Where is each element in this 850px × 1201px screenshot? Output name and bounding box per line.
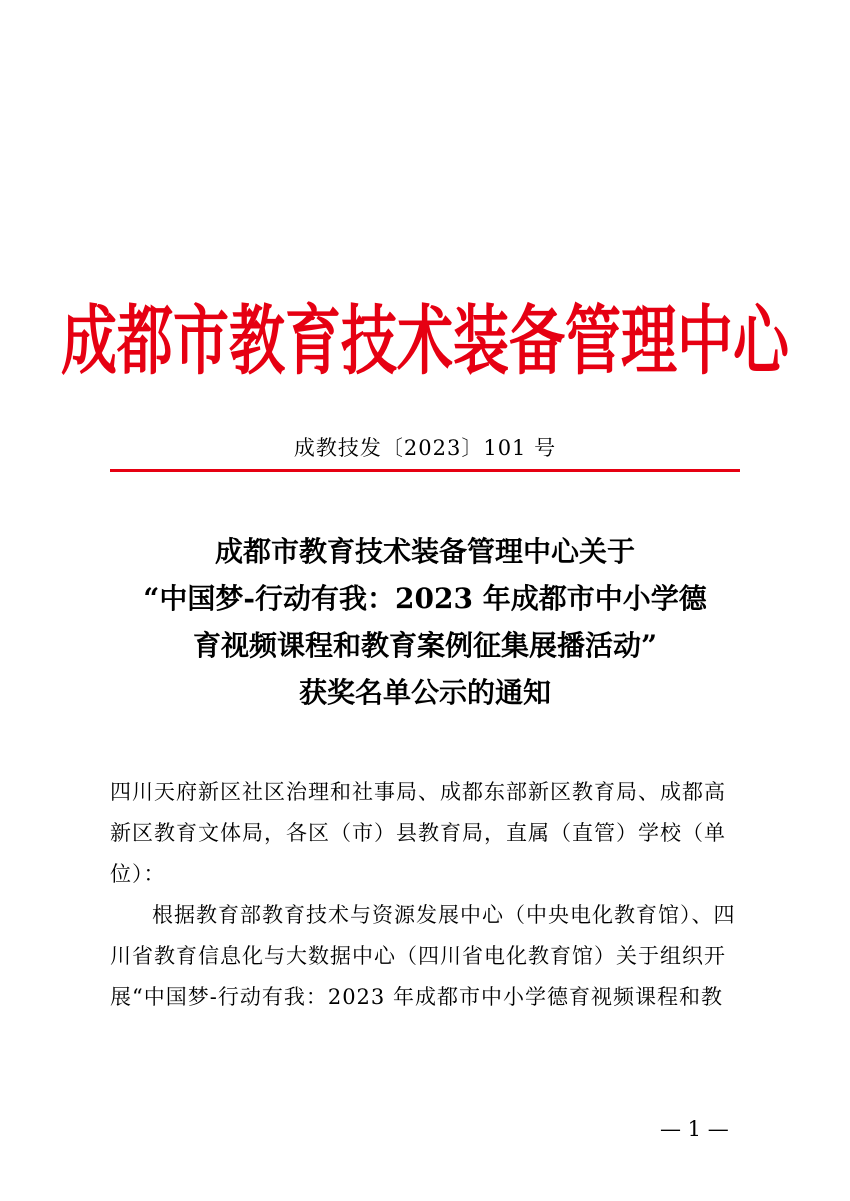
addressee-line: 位）： — [110, 862, 166, 886]
issuing-organization-header: 成都市教育技术装备管理中心 — [61, 296, 789, 386]
paragraph-line: 展“中国梦-行动有我：2023 年成都市中小学德育视频课程和教 — [110, 985, 723, 1009]
notice-title-line: 育视频课程和教育案例征集展播活动” — [192, 629, 658, 662]
notice-title-line: 获奖名单公示的通知 — [298, 676, 551, 709]
notice-title — [100, 528, 750, 716]
paragraph-line: 根据教育部教育技术与资源发展中心（中央电化教育馆）、四 — [152, 903, 736, 927]
document-number: 成教技发〔2023〕101 号 — [293, 436, 557, 460]
red-divider-line — [110, 469, 740, 472]
page-number: — 1 — — [660, 1117, 729, 1141]
addressee-line: 新区教育文体局，各区（市）县教育局，直属（直管）学校（单 — [110, 821, 726, 845]
paragraph-line: 川省教育信息化与大数据中心（四川省电化教育馆）关于组织开 — [110, 944, 726, 968]
notice-title-line: “中国梦-行动有我：2023 年成都市中小学德 — [143, 582, 707, 615]
body-text — [110, 772, 750, 1018]
notice-title-line: 成都市教育技术装备管理中心关于 — [214, 535, 635, 568]
addressee-line: 四川天府新区社区治理和社事局、成都东部新区教育局、成都高 — [110, 780, 726, 804]
